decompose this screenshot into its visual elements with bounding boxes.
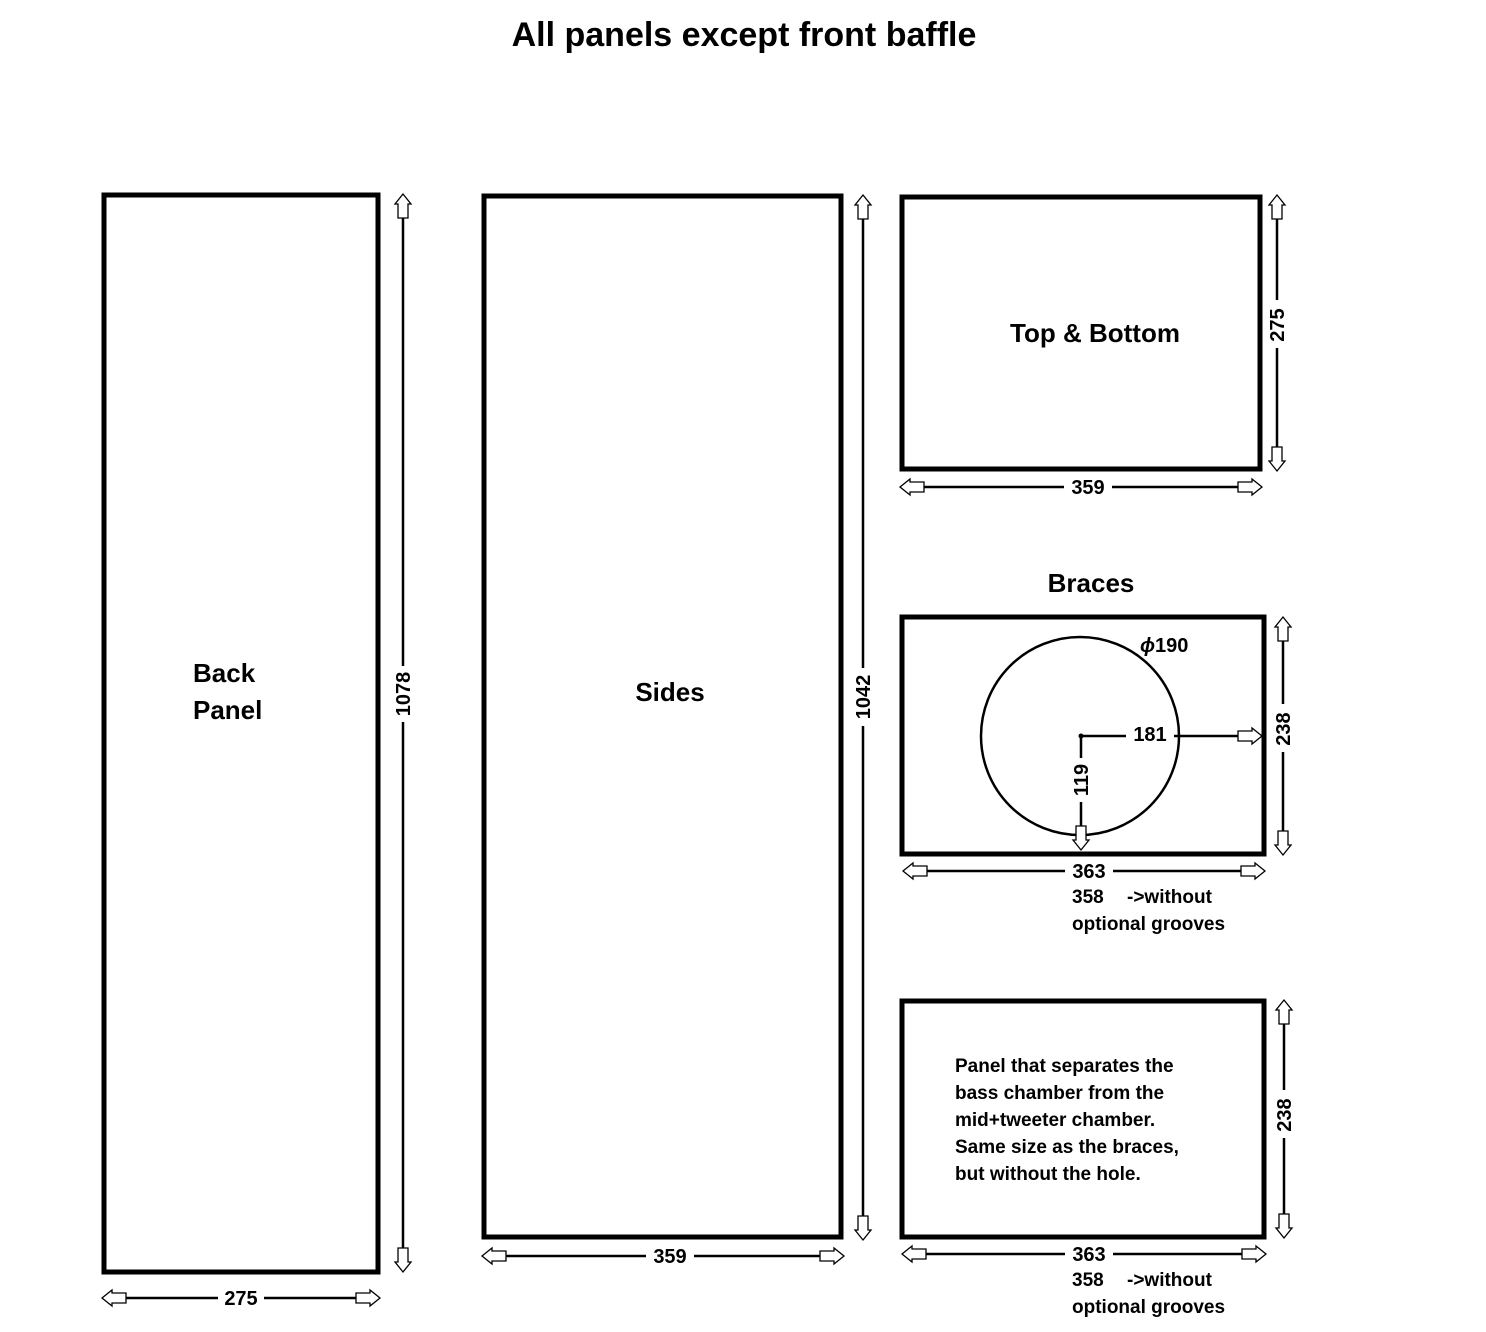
separator-width-value: 363 [1072,1244,1106,1266]
braces-alt-note-line1: ->without [1127,887,1212,908]
sides-panel-outline [484,196,841,1237]
braces-hole-y-offset-value: 119 [1071,763,1093,797]
back-panel-label-line2: Panel [193,695,263,725]
back-panel-height-value: 1078 [393,671,415,717]
braces-hole-x-offset-value: 181 [1133,724,1167,746]
separator-note-line: Same size as the braces, [955,1137,1179,1158]
top-bottom-panel-label: Top & Bottom [1010,318,1180,348]
diagram-title: All panels except front baffle [511,16,977,54]
sides-panel-label: Sides [635,677,705,707]
braces-width-dimension [903,859,1265,883]
top-bottom-height-dimension [1266,195,1289,471]
braces-panel [902,568,1295,935]
separator-alt-width-note [1072,1270,1225,1318]
back-panel [102,194,415,1310]
back-panel-height-dimension [392,194,415,1272]
back-panel-width-value: 275 [224,1288,258,1310]
braces-heading: Braces [1047,568,1135,598]
separator-height-value: 238 [1274,1098,1296,1132]
top-bottom-width-dimension [900,475,1262,499]
sides-panel [482,195,875,1268]
braces-alt-width-note [1072,887,1225,935]
separator-height-dimension [1273,1000,1296,1238]
separator-alt-width-value: 358 [1072,1270,1104,1291]
separator-width-dimension [902,1242,1266,1266]
back-panel-width-dimension [102,1286,380,1310]
diameter-symbol: ϕ [1140,635,1156,657]
separator-alt-note-line1: ->without [1127,1270,1212,1291]
braces-alt-note-line2: optional grooves [1072,914,1226,935]
separator-alt-note-line2: optional grooves [1072,1297,1226,1318]
braces-alt-width-value: 358 [1072,887,1104,908]
top-bottom-height-value: 275 [1267,308,1289,342]
top-bottom-panel [900,195,1289,499]
back-panel-label-line1: Back [193,658,256,688]
separator-note-line: but without the hole. [955,1164,1141,1185]
sides-panel-height-value: 1042 [853,674,875,720]
separator-note-line: Panel that separates the [955,1056,1174,1077]
separator-panel [902,1000,1296,1318]
braces-hole-diameter-value: 190 [1155,635,1189,657]
separator-note-line: mid+tweeter chamber. [955,1110,1156,1131]
back-panel-outline [104,195,378,1272]
sides-panel-width-value: 359 [653,1246,687,1268]
top-bottom-width-value: 359 [1071,477,1105,499]
sides-panel-height-dimension [852,195,875,1240]
sides-panel-width-dimension [482,1244,844,1268]
separator-note-line: bass chamber from the [955,1083,1165,1104]
braces-height-dimension [1272,617,1295,855]
braces-width-value: 363 [1072,861,1106,883]
braces-hole-diameter-label [1140,635,1188,657]
braces-height-value: 238 [1273,712,1295,746]
